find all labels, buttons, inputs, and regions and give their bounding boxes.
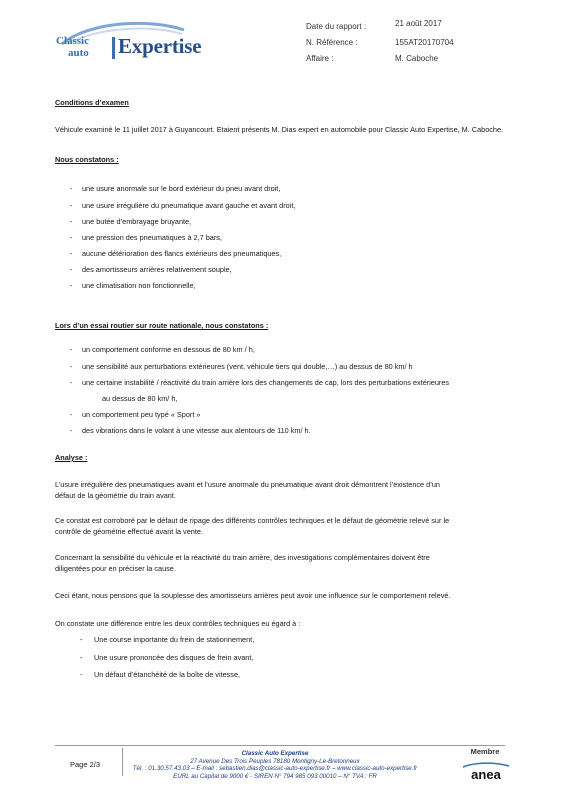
list-bullet: - (70, 281, 73, 290)
section-title-road-test: Lors d’un essai routier sur route nationale, nous constatons : (55, 321, 269, 330)
list-item: une butée d’embrayage bruyante, (82, 217, 192, 226)
analyse-paragraph-3-line-2: diligentées pour en préciser la cause. (55, 564, 176, 573)
affair-value: M. Caboche (395, 54, 439, 63)
list-item: des vibrations dans le volant à une vitesse aux alentours de 110 km/ h. (82, 426, 311, 435)
list-item: un comportement conforme en dessous de 80 km / h, (82, 345, 255, 354)
footer-vertical-divider (122, 748, 123, 776)
list-item: une climatisation non fonctionnelle, (82, 281, 196, 290)
list-item: Un défaut d’étanchéité de la boîte de vitesse, (94, 670, 241, 679)
list-item: Une course importante du frein de stationnement, (94, 635, 255, 644)
list-item: des amortisseurs arrières relativement souple, (82, 265, 232, 274)
analyse-paragraph-1-line-1: L’usure irrégulière des pneumatiques avant et l’usure anormale du pneumatique avant droit démontrent l’existence d’un (55, 480, 440, 489)
footer-company-info (130, 750, 420, 780)
list-bullet: - (70, 410, 73, 419)
list-bullet: - (70, 426, 73, 435)
conditions-paragraph: Véhicule examiné le 11 juillet 2017 à Guyancourt. Etaient présents M. Dias expert en automobile pour Classic Auto Expertise, M. Caboche. (55, 125, 504, 134)
reference-value: 155AT20170704 (395, 38, 454, 47)
list-item: aucune détérioration des flancs extérieurs des pneumatiques, (82, 249, 282, 258)
list-bullet: - (70, 345, 73, 354)
list-bullet: - (80, 653, 83, 662)
analyse-paragraph-2-line-2: contrôle de géométrie effectué avant la vente. (55, 527, 203, 536)
analyse-paragraph-2-line-1: Ce constat est corroboré par le défaut de ripage des différents contrôles techniques et le défaut de géométrie relevé sur le (55, 516, 450, 525)
list-bullet: - (80, 635, 83, 644)
list-item: une sensibilité aux perturbations extérieures (vent, véhicule tiers qui double,…) au dessus de 80 km/ h (82, 362, 413, 371)
footer-address: 27 Avenue Des Trois Peuples 78180 Montigny-Le-Bretonneux (190, 757, 360, 765)
list-bullet: - (70, 217, 73, 226)
section-title-conditions: Conditions d’examen (55, 98, 129, 107)
company-logo (52, 10, 202, 70)
footer-divider (55, 745, 505, 746)
section-title-analyse: Analyse : (55, 453, 88, 462)
footer-company-name: Classic Auto Expertise (241, 750, 309, 757)
logo-text-expertise: Expertise (118, 34, 202, 58)
list-bullet: - (70, 249, 73, 258)
logo-text-classic: Classic (56, 35, 89, 47)
list-bullet: - (70, 265, 73, 274)
analyse-paragraph-3-line-1: Concernant la sensibilité du véhicule et la réactivité du train arrière, des investigations complémentaires doivent être (55, 553, 430, 562)
footer-contact: Tél. : 01.30.57.43.03 – E-mail : sebastien.dias@classic-auto-expertise.fr – www.classic-auto-expertise.fr (132, 765, 418, 773)
list-item: Une usure prononcée des disques de frein avant, (94, 653, 254, 662)
list-item: un comportement peu typé « Sport » (82, 410, 201, 419)
analyse-paragraph-1-line-2: défaut de la géométrie du train avant. (55, 491, 176, 500)
subtitle-nous-constatons: Nous constatons : (55, 155, 119, 164)
list-item-continuation: au dessus de 80 km/ h, (102, 394, 178, 403)
reference-label: N. Référence : (306, 38, 358, 47)
list-bullet: - (70, 233, 73, 242)
list-item: une usure irrégulière du pneumatique avant gauche et avant droit, (82, 201, 296, 210)
list-bullet: - (70, 362, 73, 371)
membership-badge (455, 747, 515, 787)
list-bullet: - (70, 378, 73, 387)
report-date-label: Date du rapport : (306, 22, 367, 31)
list-bullet: - (70, 184, 73, 193)
anea-logo-icon (461, 761, 511, 781)
list-item: une certaine instabilité / réactivité du train arrière lors des changements de cap, lors des perturbations extérieures (82, 378, 450, 387)
logo-text-auto: auto (68, 47, 89, 59)
list-item: une pression des pneumatiques à 2,7 bars, (82, 233, 222, 242)
list-bullet: - (70, 201, 73, 210)
analyse-paragraph-4: Ceci étant, nous pensons que la souplesse des amortisseurs arrières peut avoir une influence sur le comportement relevé. (55, 591, 451, 600)
affair-label: Affaire : (306, 54, 334, 63)
logo-divider (112, 37, 115, 59)
analyse-paragraph-5: On constate une différence entre les deux contrôles techniques eu égard à : (55, 619, 301, 628)
anea-logo-text: anea (471, 767, 501, 781)
membre-label: Membre (470, 747, 500, 756)
footer-legal: EURL au Capital de 9000 € - SIREN N° 794 985 093 00010 – N° TVA : FR (173, 772, 377, 780)
list-item: une usure anormale sur le bord extérieur du pneu avant droit, (82, 184, 281, 193)
list-bullet: - (80, 670, 83, 679)
report-date-value: 21 août 2017 (395, 19, 442, 28)
page-number: Page 2/3 (70, 760, 101, 769)
